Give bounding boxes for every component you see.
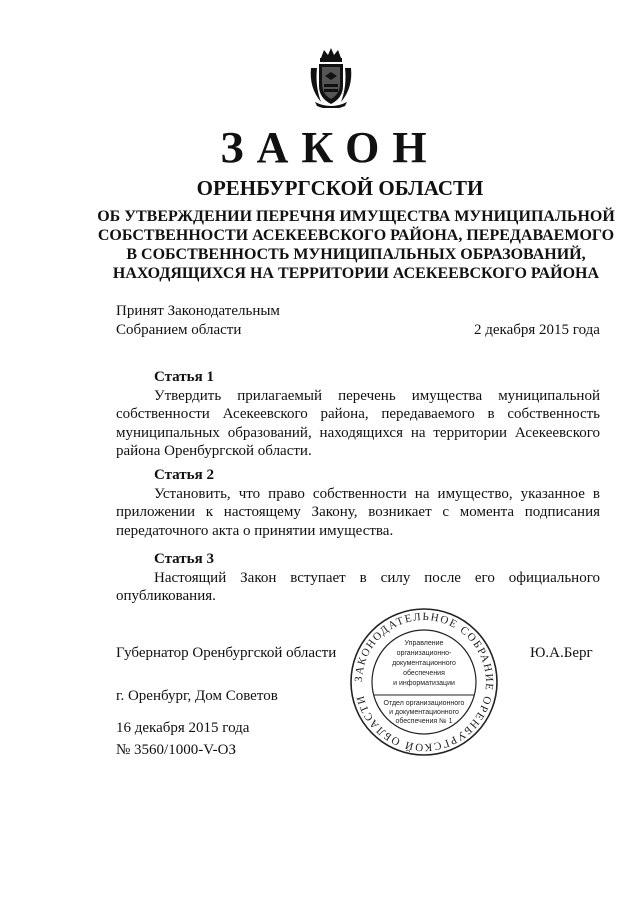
adoption-line-2: Собранием области	[116, 322, 242, 338]
signing-place: г. Оренбург, Дом Советов	[116, 688, 278, 704]
stamp-outer-text: ЗАКОНОДАТЕЛЬНОЕ СОБРАНИЕ ОРЕНБУРГСКОЙ ОБЛАСТИ	[352, 610, 496, 754]
article-1	[116, 368, 600, 461]
governor-title: Губернатор Оренбургской области	[116, 645, 337, 661]
adoption-line-1: Принят Законодательным	[116, 303, 280, 319]
article-text: Утвердить прилагаемый перечень имущества муниципальной собственности Асекеевского района, передаваемого в собственность муниципальных образований, находящихся на территории Асекеевского района Оренбургской области.	[116, 387, 600, 459]
stamp-inner-line: организационно-	[396, 650, 452, 657]
official-stamp	[344, 607, 504, 757]
adoption-date: 2 декабря 2015 года	[474, 322, 600, 338]
article-heading: Статья 1	[154, 369, 214, 385]
article-text: Установить, что право собственности на имущество, указанное в приложении к настоящему Закону, возникает с момента подписания передаточного акта о принятии имущества.	[116, 485, 600, 539]
article-heading: Статья 2	[154, 467, 214, 483]
stamp-inner-line: обеспечения	[403, 670, 445, 677]
stamp-inner-line: Управление	[404, 640, 444, 647]
law-subtitle: ОБ УТВЕРЖДЕНИИ ПЕРЕЧНЯ ИМУЩЕСТВА МУНИЦИПАЛЬНОЙ СОБСТВЕННОСТИ АСЕКЕЕВСКОГО РАЙОНА, ПЕРЕДАВАЕМОГО В СОБСТВЕННОСТЬ МУНИЦИПАЛЬНЫХ ОБРАЗОВАНИЙ, НАХОДЯЩИХСЯ НА ТЕРРИТОРИИ АСЕКЕЕВСКОГО РАЙОНА	[97, 208, 615, 282]
stamp-inner-line: и информатизации	[393, 680, 455, 687]
article-2	[116, 466, 600, 540]
law-number: № 3560/1000-V-ОЗ	[116, 742, 237, 758]
article-3	[116, 550, 600, 606]
stamp-inner-line: документационного	[392, 660, 456, 667]
region-name: ОРЕНБУРГСКОЙ ОБЛАСТИ	[196, 176, 484, 200]
coat-of-arms-icon	[307, 46, 355, 108]
stamp-inner-line: обеспечения № 1	[395, 718, 453, 725]
governor-name: Ю.А.Берг	[530, 645, 593, 661]
article-text: Настоящий Закон вступает в силу после его официального опубликования.	[116, 569, 600, 604]
document-title: ЗАКОН	[220, 123, 440, 172]
stamp-inner-line: Отдел организационного	[383, 700, 465, 707]
article-heading: Статья 3	[154, 551, 214, 567]
stamp-inner-line: и документационного	[389, 709, 459, 716]
signing-date: 16 декабря 2015 года	[116, 720, 250, 736]
